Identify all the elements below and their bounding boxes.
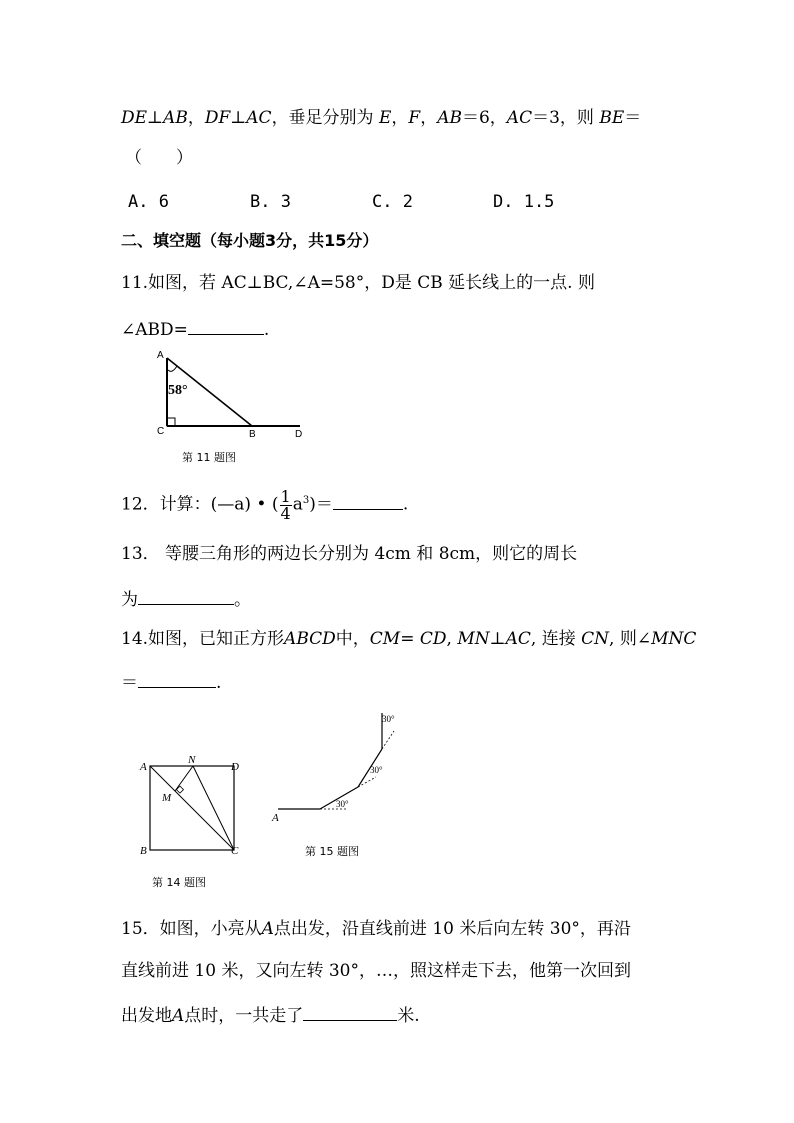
perp-symbol: ⊥ <box>147 108 164 128</box>
option-c: C. 2 <box>372 192 413 212</box>
text: 点时，一共走了 <box>184 1006 304 1026</box>
text: 15．如图，小亮从 <box>121 919 262 939</box>
text: , 连接 <box>530 629 582 649</box>
seg-AC: AC <box>505 629 531 649</box>
seg-NC <box>193 766 234 850</box>
text: 14.如图，已知正方形 <box>121 629 285 649</box>
angle-MNC: MNC <box>651 629 697 649</box>
q14-line1 <box>121 631 696 648</box>
q12-prefix: 12．计算：(—a) • ( <box>121 494 279 515</box>
label-A: A <box>157 350 164 361</box>
seg-DE: DE <box>121 108 148 128</box>
q10-answer-paren: （ ） <box>125 148 193 168</box>
fraction-one-quarter <box>280 486 292 523</box>
q13-line1: 13． 等腰三角形的两边长分别为 4cm 和 8cm，则它的周长 <box>121 544 578 564</box>
point-E: E <box>378 108 392 128</box>
period: . <box>263 320 270 340</box>
label-B: B <box>140 845 147 857</box>
section-heading: 二、填空题（每小题3分，共15分） <box>121 231 379 250</box>
q11-line2 <box>121 319 269 339</box>
var-a: a <box>292 494 303 515</box>
q11-line1: 11.如图，若 AC⊥BC,∠A=58°，D是 CB 延长线上的一点. 则 <box>121 273 595 293</box>
fraction-denominator: 4 <box>280 503 291 523</box>
q11-caption: 第 11 题图 <box>182 451 236 464</box>
text: 点出发，沿直线前进 10 米后向左转 30°，再沿 <box>273 919 631 939</box>
seg-AB: AB <box>437 108 462 128</box>
comma: ， <box>187 108 205 128</box>
q11-figure <box>150 344 320 444</box>
perp-symbol: ⊥ <box>230 108 247 128</box>
equals: ＝ <box>121 673 138 693</box>
seg-CD: CD <box>419 629 447 649</box>
label-D: D <box>231 761 239 773</box>
label-B: B <box>249 429 256 440</box>
angle-label-1: 30° <box>336 799 349 809</box>
q13-wei: 为 <box>121 590 138 610</box>
comma: ， <box>420 108 438 128</box>
point-F: F <box>408 108 421 128</box>
label-M: M <box>162 792 172 804</box>
q15-caption: 第 15 题图 <box>305 845 359 858</box>
answer-blank[interactable] <box>303 1005 397 1021</box>
seg-CN: CN <box>581 629 610 649</box>
point-A: A <box>172 1006 185 1026</box>
comma: ， <box>391 108 409 128</box>
label-A: A <box>140 761 147 773</box>
angle-label-2: 30° <box>370 765 383 775</box>
option-d: D. 1.5 <box>493 192 555 212</box>
point-A: A <box>261 919 274 939</box>
q10-line1 <box>121 110 641 127</box>
q14-caption: 第 14 题图 <box>152 876 206 889</box>
perp-symbol: ⊥ <box>489 629 506 649</box>
fraction-numerator: 1 <box>280 486 291 506</box>
q15-figure <box>270 705 420 825</box>
seg-DF: DF <box>204 108 231 128</box>
q15-line2: 直线前进 10 米，又向左转 30°，…，照这样走下去，他第一次回到 <box>121 961 631 981</box>
text: 米. <box>397 1006 420 1026</box>
right-angle-mark <box>167 418 175 426</box>
text: ＝6， <box>461 108 507 128</box>
answer-blank[interactable] <box>138 672 216 688</box>
option-b: B. 3 <box>250 192 291 212</box>
seg-AB: AB <box>163 108 188 128</box>
angle-arc <box>168 366 177 371</box>
text: = <box>400 629 420 649</box>
answer-blank[interactable] <box>138 589 234 605</box>
label-D: D <box>295 429 303 440</box>
text: , <box>446 629 458 649</box>
option-a: A. 6 <box>128 192 169 212</box>
q15-line3 <box>121 1005 420 1025</box>
exponent: 3 <box>302 495 310 506</box>
text: ，垂足分别为 <box>271 108 379 128</box>
period: . <box>216 673 222 693</box>
seg-CM: CM <box>369 629 401 649</box>
period: 。 <box>234 590 251 610</box>
q14-line2 <box>121 672 221 692</box>
q15-line1 <box>121 921 631 938</box>
q14-figure <box>138 752 258 857</box>
diagonal-AC <box>150 766 234 850</box>
answer-blank[interactable] <box>188 319 264 335</box>
text: ＝3，则 <box>532 108 600 128</box>
angle-58-label: 58° <box>168 383 188 398</box>
angle-label-3: 30° <box>382 714 395 724</box>
q12-line <box>121 484 409 523</box>
seg-AC: AC <box>246 108 272 128</box>
seg-MN <box>175 766 193 791</box>
period: . <box>402 494 409 515</box>
q13-line2 <box>121 589 251 609</box>
extension-line-3 <box>382 731 394 749</box>
seg-AC: AC <box>506 108 533 128</box>
label-A: A <box>272 812 279 824</box>
seg-BE: BE <box>599 108 625 128</box>
label-C: C <box>231 845 239 857</box>
seg-MN: MN <box>457 629 490 649</box>
label-C: C <box>157 426 165 437</box>
angle-abd-label: ∠ABD= <box>121 320 188 340</box>
text: , 则∠ <box>609 629 652 649</box>
text: 出发地 <box>121 1006 172 1026</box>
text: ＝ <box>624 108 642 128</box>
text: 中， <box>335 629 370 649</box>
q12-equals: )＝ <box>309 494 333 515</box>
label-N: N <box>188 754 196 766</box>
answer-blank[interactable] <box>333 494 403 510</box>
square-ABCD: ABCD <box>284 629 336 649</box>
